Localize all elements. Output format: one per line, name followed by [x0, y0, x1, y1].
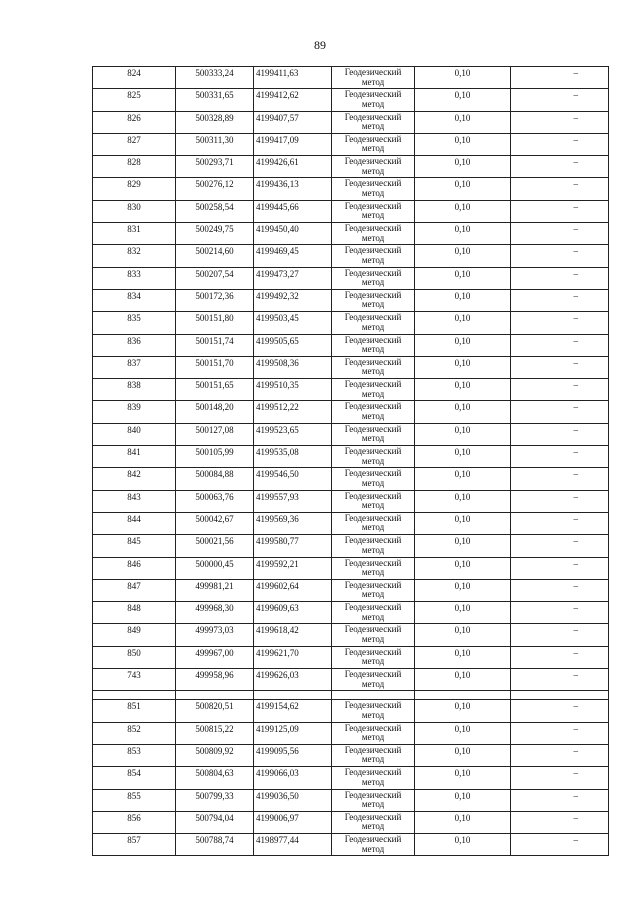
- accuracy-cell: 0,10: [415, 67, 511, 89]
- point-number-cell: 849: [93, 624, 176, 646]
- note-cell: –: [511, 401, 609, 423]
- table-row: [93, 289, 609, 311]
- x-coordinate-cell: 500249,75: [176, 223, 254, 245]
- point-number-cell: 825: [93, 89, 176, 111]
- accuracy-cell: 0,10: [415, 512, 511, 534]
- method-cell: Геодезический метод: [332, 223, 415, 245]
- method-cell: Геодезический метод: [332, 312, 415, 334]
- accuracy-cell: 0,10: [415, 490, 511, 512]
- x-coordinate-cell: 500276,12: [176, 178, 254, 200]
- table-row: [93, 178, 609, 200]
- note-cell: –: [511, 646, 609, 668]
- accuracy-cell: 0,10: [415, 767, 511, 789]
- y-coordinate-cell: 4199512,22: [254, 401, 332, 423]
- accuracy-cell: 0,10: [415, 811, 511, 833]
- method-cell: Геодезический метод: [332, 722, 415, 744]
- x-coordinate-cell: 500151,70: [176, 356, 254, 378]
- table-row: [93, 767, 609, 789]
- accuracy-cell: 0,10: [415, 401, 511, 423]
- note-cell: –: [511, 789, 609, 811]
- note-cell: –: [511, 312, 609, 334]
- point-number-cell: 841: [93, 446, 176, 468]
- note-cell: –: [511, 245, 609, 267]
- accuracy-cell: 0,10: [415, 178, 511, 200]
- y-coordinate-cell: 4199095,56: [254, 744, 332, 766]
- accuracy-cell: 0,10: [415, 379, 511, 401]
- note-cell: –: [511, 67, 609, 89]
- y-coordinate-cell: 4199557,93: [254, 490, 332, 512]
- x-coordinate-cell: 500809,92: [176, 744, 254, 766]
- y-coordinate-cell: 4199503,45: [254, 312, 332, 334]
- accuracy-cell: 0,10: [415, 423, 511, 445]
- table-row: [93, 557, 609, 579]
- method-cell: Геодезический метод: [332, 669, 415, 691]
- table-row: [93, 133, 609, 155]
- accuracy-cell: 0,10: [415, 133, 511, 155]
- table-row: [93, 423, 609, 445]
- x-coordinate-cell: 500151,65: [176, 379, 254, 401]
- note-cell: –: [511, 557, 609, 579]
- y-coordinate-cell: 4199535,08: [254, 446, 332, 468]
- note-cell: –: [511, 602, 609, 624]
- accuracy-cell: 0,10: [415, 200, 511, 222]
- y-coordinate-cell: 4199546,50: [254, 468, 332, 490]
- accuracy-cell: 0,10: [415, 789, 511, 811]
- method-cell: Геодезический метод: [332, 200, 415, 222]
- note-cell: –: [511, 700, 609, 722]
- note-cell: –: [511, 468, 609, 490]
- y-coordinate-cell: 4199125,09: [254, 722, 332, 744]
- method-cell: Геодезический метод: [332, 744, 415, 766]
- accuracy-cell: 0,10: [415, 557, 511, 579]
- accuracy-cell: 0,10: [415, 602, 511, 624]
- method-cell: Геодезический метод: [332, 468, 415, 490]
- method-cell: Геодезический метод: [332, 245, 415, 267]
- accuracy-cell: 0,10: [415, 245, 511, 267]
- table-row: [93, 401, 609, 423]
- coordinates-table: [92, 66, 609, 856]
- point-number-cell: 837: [93, 356, 176, 378]
- method-cell: Геодезический метод: [332, 133, 415, 155]
- method-cell: Геодезический метод: [332, 401, 415, 423]
- accuracy-cell: 0,10: [415, 646, 511, 668]
- x-coordinate-cell: 500214,60: [176, 245, 254, 267]
- y-coordinate-cell: 4199508,36: [254, 356, 332, 378]
- empty-cell: [93, 691, 176, 700]
- point-number-cell: 845: [93, 535, 176, 557]
- table-row: [93, 356, 609, 378]
- x-coordinate-cell: 500042,67: [176, 512, 254, 534]
- x-coordinate-cell: 500258,54: [176, 200, 254, 222]
- separator-row: [93, 691, 609, 700]
- method-cell: Геодезический метод: [332, 490, 415, 512]
- x-coordinate-cell: 499981,21: [176, 579, 254, 601]
- x-coordinate-cell: 500788,74: [176, 834, 254, 856]
- method-cell: Геодезический метод: [332, 789, 415, 811]
- method-cell: Геодезический метод: [332, 267, 415, 289]
- note-cell: –: [511, 289, 609, 311]
- note-cell: –: [511, 490, 609, 512]
- note-cell: –: [511, 111, 609, 133]
- y-coordinate-cell: 4199407,57: [254, 111, 332, 133]
- accuracy-cell: 0,10: [415, 223, 511, 245]
- method-cell: Геодезический метод: [332, 89, 415, 111]
- x-coordinate-cell: 500331,65: [176, 89, 254, 111]
- x-coordinate-cell: 500084,88: [176, 468, 254, 490]
- table-row: [93, 700, 609, 722]
- accuracy-cell: 0,10: [415, 267, 511, 289]
- y-coordinate-cell: 4199609,63: [254, 602, 332, 624]
- accuracy-cell: 0,10: [415, 535, 511, 557]
- x-coordinate-cell: 500172,36: [176, 289, 254, 311]
- table-row: [93, 646, 609, 668]
- empty-cell: [254, 691, 332, 700]
- note-cell: –: [511, 423, 609, 445]
- y-coordinate-cell: 4199580,77: [254, 535, 332, 557]
- y-coordinate-cell: 4199510,35: [254, 379, 332, 401]
- y-coordinate-cell: 4199006,97: [254, 811, 332, 833]
- x-coordinate-cell: 500151,80: [176, 312, 254, 334]
- method-cell: Геодезический метод: [332, 379, 415, 401]
- x-coordinate-cell: 500311,30: [176, 133, 254, 155]
- accuracy-cell: 0,10: [415, 624, 511, 646]
- point-number-cell: 855: [93, 789, 176, 811]
- table-row: [93, 811, 609, 833]
- method-cell: Геодезический метод: [332, 111, 415, 133]
- table-row: [93, 468, 609, 490]
- point-number-cell: 847: [93, 579, 176, 601]
- accuracy-cell: 0,10: [415, 669, 511, 691]
- x-coordinate-cell: 500794,04: [176, 811, 254, 833]
- x-coordinate-cell: 500804,63: [176, 767, 254, 789]
- note-cell: –: [511, 356, 609, 378]
- method-cell: Геодезический метод: [332, 624, 415, 646]
- y-coordinate-cell: 4199417,09: [254, 133, 332, 155]
- point-number-cell: 839: [93, 401, 176, 423]
- method-cell: Геодезический метод: [332, 334, 415, 356]
- method-cell: Геодезический метод: [332, 700, 415, 722]
- note-cell: –: [511, 446, 609, 468]
- y-coordinate-cell: 4199036,50: [254, 789, 332, 811]
- method-cell: Геодезический метод: [332, 646, 415, 668]
- method-cell: Геодезический метод: [332, 579, 415, 601]
- x-coordinate-cell: 500000,45: [176, 557, 254, 579]
- point-number-cell: 833: [93, 267, 176, 289]
- table-row: [93, 535, 609, 557]
- point-number-cell: 830: [93, 200, 176, 222]
- y-coordinate-cell: 4199445,66: [254, 200, 332, 222]
- accuracy-cell: 0,10: [415, 111, 511, 133]
- table-row: [93, 89, 609, 111]
- point-number-cell: 838: [93, 379, 176, 401]
- note-cell: –: [511, 379, 609, 401]
- accuracy-cell: 0,10: [415, 700, 511, 722]
- accuracy-cell: 0,10: [415, 312, 511, 334]
- x-coordinate-cell: 499958,96: [176, 669, 254, 691]
- x-coordinate-cell: 499968,30: [176, 602, 254, 624]
- table-row: [93, 267, 609, 289]
- y-coordinate-cell: 4199469,45: [254, 245, 332, 267]
- accuracy-cell: 0,10: [415, 289, 511, 311]
- table-row: [93, 156, 609, 178]
- note-cell: –: [511, 744, 609, 766]
- x-coordinate-cell: 500333,24: [176, 67, 254, 89]
- point-number-cell: 827: [93, 133, 176, 155]
- accuracy-cell: 0,10: [415, 579, 511, 601]
- note-cell: –: [511, 178, 609, 200]
- table-row: [93, 312, 609, 334]
- x-coordinate-cell: 500021,56: [176, 535, 254, 557]
- y-coordinate-cell: 4199492,32: [254, 289, 332, 311]
- y-coordinate-cell: 4199412,62: [254, 89, 332, 111]
- note-cell: –: [511, 811, 609, 833]
- method-cell: Геодезический метод: [332, 535, 415, 557]
- table-row: [93, 490, 609, 512]
- point-number-cell: 826: [93, 111, 176, 133]
- point-number-cell: 854: [93, 767, 176, 789]
- table-row: [93, 334, 609, 356]
- note-cell: –: [511, 535, 609, 557]
- method-cell: Геодезический метод: [332, 834, 415, 856]
- note-cell: –: [511, 200, 609, 222]
- note-cell: –: [511, 89, 609, 111]
- y-coordinate-cell: 4199411,63: [254, 67, 332, 89]
- y-coordinate-cell: 4199569,36: [254, 512, 332, 534]
- note-cell: –: [511, 722, 609, 744]
- y-coordinate-cell: 4199450,40: [254, 223, 332, 245]
- note-cell: –: [511, 624, 609, 646]
- table-row: [93, 111, 609, 133]
- method-cell: Геодезический метод: [332, 602, 415, 624]
- method-cell: Геодезический метод: [332, 557, 415, 579]
- table-row: [93, 744, 609, 766]
- method-cell: Геодезический метод: [332, 512, 415, 534]
- note-cell: –: [511, 267, 609, 289]
- point-number-cell: 846: [93, 557, 176, 579]
- method-cell: Геодезический метод: [332, 811, 415, 833]
- method-cell: Геодезический метод: [332, 67, 415, 89]
- accuracy-cell: 0,10: [415, 356, 511, 378]
- point-number-cell: 856: [93, 811, 176, 833]
- x-coordinate-cell: 500148,20: [176, 401, 254, 423]
- accuracy-cell: 0,10: [415, 834, 511, 856]
- table-row: [93, 245, 609, 267]
- x-coordinate-cell: 500328,89: [176, 111, 254, 133]
- x-coordinate-cell: 500063,76: [176, 490, 254, 512]
- method-cell: Геодезический метод: [332, 156, 415, 178]
- y-coordinate-cell: 4199154,62: [254, 700, 332, 722]
- y-coordinate-cell: 4199523,65: [254, 423, 332, 445]
- accuracy-cell: 0,10: [415, 468, 511, 490]
- point-number-cell: 831: [93, 223, 176, 245]
- accuracy-cell: 0,10: [415, 334, 511, 356]
- table-row: [93, 512, 609, 534]
- x-coordinate-cell: 500151,74: [176, 334, 254, 356]
- x-coordinate-cell: 500293,71: [176, 156, 254, 178]
- method-cell: Геодезический метод: [332, 289, 415, 311]
- y-coordinate-cell: 4199602,64: [254, 579, 332, 601]
- note-cell: –: [511, 512, 609, 534]
- empty-cell: [511, 691, 609, 700]
- point-number-cell: 842: [93, 468, 176, 490]
- method-cell: Геодезический метод: [332, 446, 415, 468]
- table-row: [93, 379, 609, 401]
- y-coordinate-cell: 4199626,03: [254, 669, 332, 691]
- method-cell: Геодезический метод: [332, 178, 415, 200]
- point-number-cell: 844: [93, 512, 176, 534]
- table-row: [93, 834, 609, 856]
- point-number-cell: 824: [93, 67, 176, 89]
- y-coordinate-cell: 4199426,61: [254, 156, 332, 178]
- x-coordinate-cell: 500105,99: [176, 446, 254, 468]
- x-coordinate-cell: 500820,51: [176, 700, 254, 722]
- point-number-cell: 840: [93, 423, 176, 445]
- table-row: [93, 200, 609, 222]
- note-cell: –: [511, 579, 609, 601]
- point-number-cell: 835: [93, 312, 176, 334]
- table-row: [93, 624, 609, 646]
- point-number-cell: 829: [93, 178, 176, 200]
- note-cell: –: [511, 334, 609, 356]
- point-number-cell: 852: [93, 722, 176, 744]
- page-number: 89: [314, 38, 326, 52]
- table-row: [93, 67, 609, 89]
- y-coordinate-cell: 4199592,21: [254, 557, 332, 579]
- method-cell: Геодезический метод: [332, 356, 415, 378]
- accuracy-cell: 0,10: [415, 722, 511, 744]
- y-coordinate-cell: 4199473,27: [254, 267, 332, 289]
- point-number-cell: 848: [93, 602, 176, 624]
- table-row: [93, 579, 609, 601]
- point-number-cell: 850: [93, 646, 176, 668]
- accuracy-cell: 0,10: [415, 446, 511, 468]
- empty-cell: [176, 691, 254, 700]
- point-number-cell: 836: [93, 334, 176, 356]
- method-cell: Геодезический метод: [332, 423, 415, 445]
- x-coordinate-cell: 500815,22: [176, 722, 254, 744]
- table-row: [93, 602, 609, 624]
- point-number-cell: 851: [93, 700, 176, 722]
- table-body: [93, 67, 609, 856]
- point-number-cell: 853: [93, 744, 176, 766]
- point-number-cell: 834: [93, 289, 176, 311]
- empty-cell: [332, 691, 415, 700]
- note-cell: –: [511, 669, 609, 691]
- note-cell: –: [511, 834, 609, 856]
- x-coordinate-cell: 499973,03: [176, 624, 254, 646]
- point-number-cell: 828: [93, 156, 176, 178]
- table-row: [93, 669, 609, 691]
- y-coordinate-cell: 4199618,42: [254, 624, 332, 646]
- y-coordinate-cell: 4199505,65: [254, 334, 332, 356]
- note-cell: –: [511, 133, 609, 155]
- accuracy-cell: 0,10: [415, 156, 511, 178]
- point-number-cell: 832: [93, 245, 176, 267]
- note-cell: –: [511, 767, 609, 789]
- x-coordinate-cell: 500799,33: [176, 789, 254, 811]
- note-cell: –: [511, 156, 609, 178]
- point-number-cell: 857: [93, 834, 176, 856]
- x-coordinate-cell: 500207,54: [176, 267, 254, 289]
- table-row: [93, 446, 609, 468]
- y-coordinate-cell: 4199436,13: [254, 178, 332, 200]
- accuracy-cell: 0,10: [415, 744, 511, 766]
- point-number-cell: 743: [93, 669, 176, 691]
- table-row: [93, 789, 609, 811]
- x-coordinate-cell: 500127,08: [176, 423, 254, 445]
- y-coordinate-cell: 4198977,44: [254, 834, 332, 856]
- table-row: [93, 223, 609, 245]
- y-coordinate-cell: 4199066,03: [254, 767, 332, 789]
- table-row: [93, 722, 609, 744]
- method-cell: Геодезический метод: [332, 767, 415, 789]
- empty-cell: [415, 691, 511, 700]
- point-number-cell: 843: [93, 490, 176, 512]
- x-coordinate-cell: 499967,00: [176, 646, 254, 668]
- note-cell: –: [511, 223, 609, 245]
- accuracy-cell: 0,10: [415, 89, 511, 111]
- y-coordinate-cell: 4199621,70: [254, 646, 332, 668]
